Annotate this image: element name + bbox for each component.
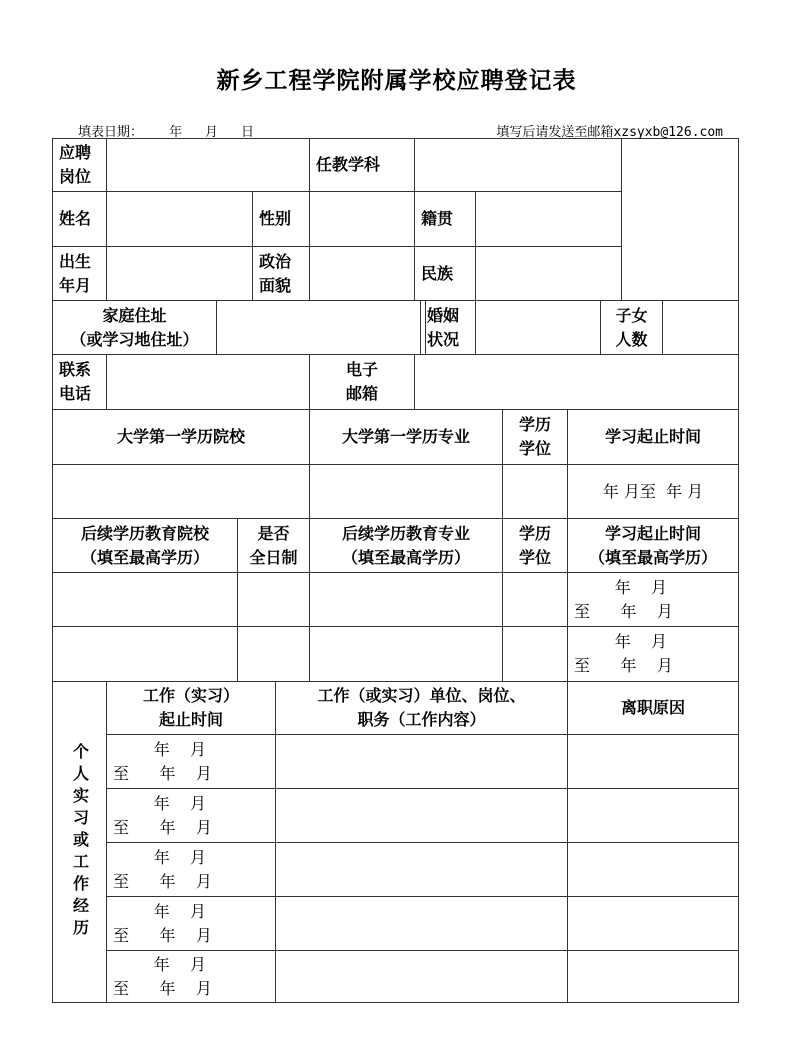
- input-further-school[interactable]: [52, 626, 238, 682]
- input-first-school[interactable]: [52, 464, 310, 519]
- header-first-period: 学习起止时间: [567, 409, 739, 465]
- registration-form-table: [53, 139, 740, 1004]
- input-address[interactable]: [216, 300, 426, 355]
- input-first-major[interactable]: [309, 464, 503, 519]
- header-leave-reason: 离职原因: [567, 681, 739, 735]
- input-further-degree[interactable]: [502, 626, 568, 682]
- header-further-degree: 学历 学位: [502, 518, 568, 573]
- email-note-label: 填写后请发送至邮箱: [496, 125, 614, 140]
- input-further-major[interactable]: [309, 572, 503, 627]
- input-email[interactable]: [414, 354, 739, 410]
- input-work-period[interactable]: 年 月 至 年 月: [106, 788, 276, 843]
- label-phone: 联系 电话: [52, 354, 107, 410]
- input-work-unit[interactable]: [275, 842, 568, 897]
- label-children: 子女 人数: [600, 300, 663, 355]
- input-leave-reason[interactable]: [567, 842, 739, 897]
- input-subject[interactable]: [414, 138, 622, 192]
- label-native-place: 籍贯: [414, 191, 476, 247]
- input-work-period[interactable]: 年 月 至 年 月: [106, 734, 276, 789]
- label-political-status: 政治 面貌: [252, 246, 310, 301]
- input-phone[interactable]: [106, 354, 310, 410]
- input-further-major[interactable]: [309, 626, 503, 682]
- header-work-period: 工作（实习） 起止时间: [106, 681, 276, 735]
- header-full-time: 是否 全日制: [237, 518, 310, 573]
- input-further-school[interactable]: [52, 572, 238, 627]
- header-first-major: 大学第一学历专业: [309, 409, 503, 465]
- label-address: 家庭住址 （或学习地住址）: [52, 300, 217, 355]
- label-birth: 出生 年月: [52, 246, 107, 301]
- input-further-degree[interactable]: [502, 572, 568, 627]
- input-work-unit[interactable]: [275, 896, 568, 951]
- input-full-time[interactable]: [237, 626, 310, 682]
- input-further-period[interactable]: 年 月 至 年 月: [567, 626, 739, 682]
- header-first-school: 大学第一学历院校: [52, 409, 310, 465]
- label-email: 电子 邮箱: [309, 354, 415, 410]
- fill-date-label: 填表日期：: [78, 125, 144, 140]
- fill-date-month: 月: [205, 125, 219, 140]
- input-political-status[interactable]: [309, 246, 415, 301]
- input-leave-reason[interactable]: [567, 734, 739, 789]
- header-further-major: 后续学历教育专业 （填至最高学历）: [309, 518, 503, 573]
- input-work-unit[interactable]: [275, 734, 568, 789]
- experience-section-label: 个人实习或工作经历: [52, 681, 107, 1003]
- input-position[interactable]: [106, 138, 310, 192]
- header-work-unit: 工作（或实习）单位、岗位、 职务（工作内容）: [275, 681, 568, 735]
- input-further-period[interactable]: 年 月 至 年 月: [567, 572, 739, 627]
- label-subject: 任教学科: [309, 138, 415, 192]
- input-work-period[interactable]: 年 月 至 年 月: [106, 950, 276, 1003]
- input-native-place[interactable]: [475, 191, 622, 247]
- header-further-school: 后续学历教育院校 （填至最高学历）: [52, 518, 238, 573]
- input-full-time[interactable]: [237, 572, 310, 627]
- input-leave-reason[interactable]: [567, 950, 739, 1003]
- label-position: 应聘 岗位: [52, 138, 107, 192]
- page-title: 新乡工程学院附属学校应聘登记表: [216, 68, 577, 94]
- input-marriage[interactable]: [475, 300, 601, 355]
- input-first-period[interactable]: 年 月至 年 月: [567, 464, 739, 519]
- input-work-period[interactable]: 年 月 至 年 月: [106, 896, 276, 951]
- input-gender[interactable]: [309, 191, 415, 247]
- fill-date-day: 日: [241, 125, 255, 140]
- header-further-period: 学习起止时间 （填至最高学历）: [567, 518, 739, 573]
- fill-date-year: 年: [169, 125, 183, 140]
- label-gender: 性别: [252, 191, 310, 247]
- input-work-unit[interactable]: [275, 950, 568, 1003]
- input-first-degree[interactable]: [502, 464, 568, 519]
- input-name[interactable]: [106, 191, 253, 247]
- input-leave-reason[interactable]: [567, 896, 739, 951]
- email-address: xzsyxb@126.com: [613, 125, 723, 140]
- input-children[interactable]: [662, 300, 739, 355]
- label-marriage: 婚姻 状况: [420, 300, 476, 355]
- label-name: 姓名: [52, 191, 107, 247]
- input-ethnicity[interactable]: [475, 246, 622, 301]
- input-birth[interactable]: [106, 246, 253, 301]
- photo-box[interactable]: [621, 138, 739, 301]
- input-leave-reason[interactable]: [567, 788, 739, 843]
- input-work-unit[interactable]: [275, 788, 568, 843]
- label-ethnicity: 民族: [414, 246, 476, 301]
- header-first-degree: 学历 学位: [502, 409, 568, 465]
- input-work-period[interactable]: 年 月 至 年 月: [106, 842, 276, 897]
